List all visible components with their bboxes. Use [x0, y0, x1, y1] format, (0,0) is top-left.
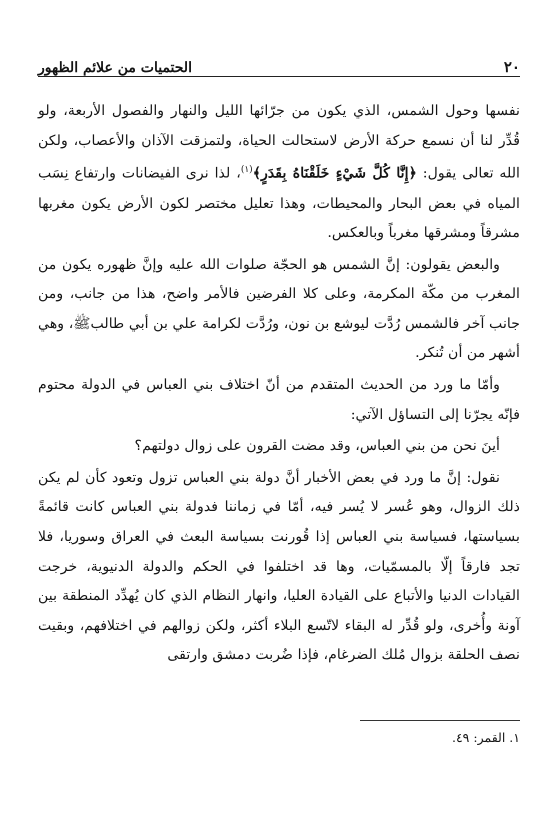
page-number: ٢٠ — [503, 58, 520, 76]
footnote-divider — [360, 720, 520, 721]
paragraph-3: وأمّا ما ورد من الحديث المتقدم من أنّ اختلاف بني العباس في الدولة محتوم فإنّه يجرّنا إلى التساؤل الآتي: — [38, 377, 520, 423]
book-page — [38, 48, 520, 808]
page-body — [38, 97, 520, 671]
quran-verse: ﴿إِنَّا كُلَّ شَيْءٍ خَلَقْنَاهُ بِقَدَرٍ﴾ — [252, 165, 417, 182]
paragraph-2: والبعض يقولون: إنَّ الشمس هو الحجّة صلوات الله عليه وإنَّ ظهوره يكون من المغرب من مكّة المكرمة، وعلى كلا الفرضين فالأمر واضح، هذا من جانب، ومن جانب آخر فالشمس رُدَّت ليوشع بن نون، ورُدَّت لكرامة علي بن أبي طالبﷺ، وهي أشهر من أن تُنكر. — [38, 256, 520, 362]
running-title: الحتميات من علائم الظهور — [38, 60, 192, 76]
footnote: ١. القمر: ٤٩. — [451, 730, 520, 745]
footnote-ref[interactable]: (١) — [240, 165, 253, 176]
paragraph-1: نفسها وحول الشمس، الذي يكون من جرّائها الليل والنهار والفصول الأربعة، ولو قُدِّر لنا أن نسمع حركة الأرض لاستحالت الحياة، ولتمزقت الآذان والأعصاب، ولكن الله تعالى يقول: ﴿إِنَّا كُلَّ شَيْءٍ خَلَقْنَاهُ بِقَدَرٍ﴾$^{(١)}$، لذا نرى الفيضانات وارتفاع نِسَب المياه في بعض البحار والمحيطات، وهذا تعليل مختصر لكون الأرض يكون مغربها مشرقاً ومشرقها مغرباً وبالعكس. — [38, 103, 521, 242]
page-header — [38, 48, 520, 77]
paragraph-4: أينَ نحن من بني العباس، وقد مضت القرون على زوال دولتهم؟ — [134, 438, 500, 455]
paragraph-5: نقول: إنَّ ما ورد في بعض الأخبار أنَّ دولة بني العباس تزول وتعود كأن لم يكن ذلك الزوال، وهو عُسر لا يُسر فيه، أمّا في زماننا فدولة بني العباس كانت قائمةً بسياستها، فسياسة بني العباس إذا قُورنت بسياسة البعث في العراق وسوريا، فلا تجد فارقاً إلّا بالمسمّيات، وها قد اختلفوا في الحكم والدولة الدنيوية، خرجت القيادات الدنيا والأتباع على القيادة العليا، وانهار النظام الذي كان يُهدِّد المنطقة بين آونة وأُخرى، ولو قُدِّر له البقاء لاتّسع البلاء أكثر، ولكن زوالهم في اختلافهم، وبقيت نصف الحلقة بزوال مُلك الضرغام، فإذا ضُربت دمشق وارتقى — [38, 469, 520, 664]
